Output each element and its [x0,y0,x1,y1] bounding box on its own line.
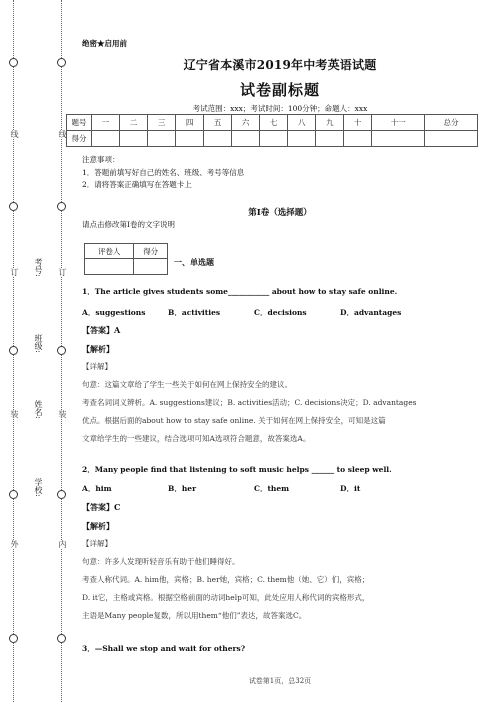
score-table-score-row [67,131,478,147]
exam-info: 考试范围：xxx；考试时间：100分钟；命题人：xxx [192,104,368,113]
part-description: 请点击修改第I卷的文字说明 [82,220,175,229]
binding-hole [57,346,66,355]
answer: 【答案】C [82,502,121,512]
outer-label: 线 [10,130,19,138]
option: D．it [340,484,361,493]
score-input-cell[interactable] [92,131,120,147]
score-cell: 六 [232,115,260,131]
binding-hole [9,346,18,355]
question-stem: 2．Many people find that listening to soft music helps ______ to sleep well. [82,465,392,474]
score-input-cell[interactable] [260,131,288,147]
answer: 【答案】A [82,325,121,335]
analysis-heading: 【解析】 [82,521,114,531]
question-options [82,483,478,494]
option: C．decisions [254,308,307,317]
score-cell: 二 [120,115,148,131]
explanation-line: 句意：许多人发现听轻音乐有助于他们睡得好。 [82,557,240,566]
analysis-heading: 【解析】 [82,344,114,354]
detail-heading: 【详解】 [82,362,112,371]
grader-input-cell[interactable] [85,259,134,275]
outer-label: 装 [10,410,19,418]
score-input-cell[interactable] [176,131,204,147]
explanation-line: 优点。根据后面的about how to stay safe online. 关于如何在网上保持安全，可知是这篇 [82,416,386,425]
score-input-cell[interactable] [204,131,232,147]
option: C．them [254,484,290,493]
score-cell: 三 [148,115,176,131]
score-cell: 七 [260,115,288,131]
binding-margin [0,0,67,702]
outer-label: 外 [10,540,19,548]
inner-label: 装 [58,410,67,418]
detail-heading: 【详解】 [82,539,112,548]
question-options [82,307,478,318]
score-cell: 五 [204,115,232,131]
explanation-line: 考查名词词义辨析。A. suggestions建议；B. activities活动；C. decisions决定；D. advantages [82,398,417,407]
score-cell: 十一 [372,115,425,131]
notes-item: 1．答题前填写好自己的姓名、班级、考号等信息 [82,167,245,177]
explanation-line: D. it它，主格或宾格。根据空格前面的动词help可知，此处应用人称代词的宾格形式， [82,593,370,602]
exam-subtitle: 试卷副标题 [239,81,320,99]
exam-number-field-label: 考号: [34,258,43,277]
grader-cell: 得分 [134,244,168,259]
score-input-cell[interactable] [316,131,344,147]
notes [82,154,244,192]
score-table [66,114,478,147]
option: D．advantages [340,308,402,317]
option: B．her [168,484,197,493]
page-footer: 试卷第1页，总32页 [248,677,312,685]
class-field-label: 班级: [34,334,43,353]
notes-item: 2．请将答案正确填写在答题卡上 [82,180,192,189]
outer-label: 订 [10,268,19,276]
score-input-cell[interactable] [344,131,372,147]
score-cell: 得分 [67,131,92,147]
score-cell: 总分 [425,115,478,131]
section-heading: 一、单选题 [174,257,214,267]
score-input-cell[interactable] [288,131,316,147]
score-input-cell[interactable] [372,131,425,147]
score-cell: 题号 [67,115,92,131]
explanation-line: 文章给学生的一些建议，结合选项可知A选项符合题意，故答案选A。 [82,434,311,443]
binding-hole [9,202,18,211]
score-input-cell[interactable] [232,131,260,147]
explanation [82,535,478,625]
option: A．him [82,484,112,493]
score-cell: 四 [176,115,204,131]
binding-hole [9,490,18,499]
binding-hole [57,490,66,499]
score-input-cell[interactable] [425,131,478,147]
explanation [82,358,478,448]
binding-hole [57,634,66,643]
explanation-line: 考查人称代词。A. him他，宾格；B. her她，宾格；C. them他（她、它）们，宾格； [82,575,370,584]
inner-label: 订 [58,268,67,276]
inner-label: 线 [58,130,67,138]
binding-hole [9,58,18,67]
score-table-header-row [67,115,478,131]
inner-label: 内 [58,540,67,548]
grader-input-cell[interactable] [134,259,168,275]
notes-heading: 注意事项： [82,155,120,164]
binding-hole [57,58,66,67]
grader-table [84,243,168,275]
option: A．suggestions [82,308,146,317]
score-cell: 九 [316,115,344,131]
option: B．activities [168,308,221,317]
name-field-label: 姓名: [34,400,43,419]
explanation-line: 主语是Many people复数，所以用them“他们”表达，故答案选C。 [82,611,307,620]
part-title: 第I卷（选择题） [248,208,312,218]
score-input-cell[interactable] [148,131,176,147]
score-input-cell[interactable] [120,131,148,147]
exam-title: 辽宁省本溪市2019年中考英语试题 [183,58,377,72]
secret-mark: 绝密★启用前 [82,39,127,48]
question-stem: 1．The article gives students some___________ about how to stay safe online. [82,287,398,296]
school-field-label: 学校: [34,478,43,497]
score-cell: 一 [92,115,120,131]
score-cell: 十 [344,115,372,131]
score-cell: 八 [288,115,316,131]
binding-hole [9,634,18,643]
grader-cell: 评卷人 [85,244,134,259]
binding-hole [57,202,66,211]
explanation-line: 句意：这篇文章给了学生一些关于如何在网上保持安全的建议。 [82,380,292,389]
question-stem: 3．—Shall we stop and wait for others? [82,644,246,653]
